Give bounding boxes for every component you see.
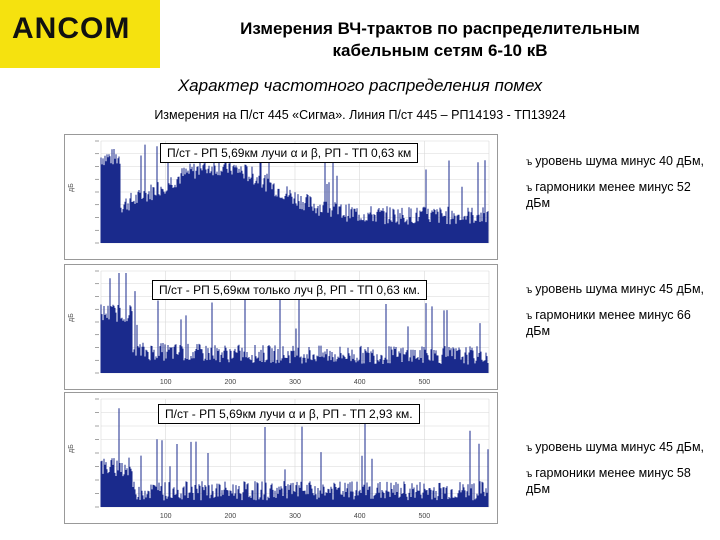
notes-panel-3 [526, 440, 706, 507]
notes-panel-2 [526, 282, 706, 349]
note-item: ъ уровень шума минус 40 дБм, [526, 154, 705, 168]
note-item: ъ гармоники менее минус 58 дБм [526, 466, 691, 496]
note-item: ъ уровень шума минус 45 дБм, [526, 282, 705, 296]
bullet-glyph: ъ [526, 311, 533, 322]
bullet-glyph: ъ [526, 285, 533, 296]
x-tick-label: 500 [418, 513, 431, 520]
x-tick-label: 100 [159, 379, 172, 386]
page-title [170, 18, 710, 62]
x-tick-label: 400 [353, 379, 366, 386]
note-item: ъ гармоники менее минус 66 дБм [526, 308, 691, 338]
bullet-glyph: ъ [526, 443, 533, 454]
title-line-1: Измерения ВЧ-трактов по распределительным [240, 19, 640, 38]
panel-3-label: П/ст - РП 5,69км лучи α и β, РП - ТП 2,93 км. [158, 404, 420, 424]
y-axis-label: дБ [68, 313, 75, 322]
panel-1-label: П/ст - РП 5,69км лучи α и β, РП - ТП 0,63 км [160, 143, 418, 163]
measurement-caption: Измерения на П/ст 445 «Сигма». Линия П/ст 445 – РП14193 - ТП13924 [154, 108, 566, 122]
notes-panel-1 [526, 154, 706, 221]
title-line-2: кабельным сетям 6-10 кВ [332, 41, 548, 60]
bullet-glyph: ъ [526, 469, 533, 480]
x-tick-label: 400 [353, 513, 366, 520]
x-tick-label: 300 [289, 379, 301, 386]
x-tick-label: 500 [418, 379, 431, 386]
panel-2-label: П/ст - РП 5,69км только луч β, РП - ТП 0,63 км. [152, 280, 427, 300]
y-axis-label: дБ [68, 444, 75, 453]
slide-subtitle: Характер частотного распределения помех [177, 76, 543, 95]
note-item: ъ гармоники менее минус 52 дБм [526, 180, 691, 210]
note-item: ъ уровень шума минус 45 дБм, [526, 440, 705, 454]
ancom-logo [0, 0, 160, 68]
bullet-glyph: ъ [526, 183, 533, 194]
x-tick-label: 200 [224, 513, 237, 520]
x-tick-label: 200 [224, 379, 237, 386]
x-tick-label: 100 [159, 513, 172, 520]
logo-text: ANCOM [12, 12, 131, 45]
y-axis-label: дБ [68, 183, 75, 192]
x-tick-label: 300 [289, 513, 301, 520]
bullet-glyph: ъ [526, 157, 533, 168]
